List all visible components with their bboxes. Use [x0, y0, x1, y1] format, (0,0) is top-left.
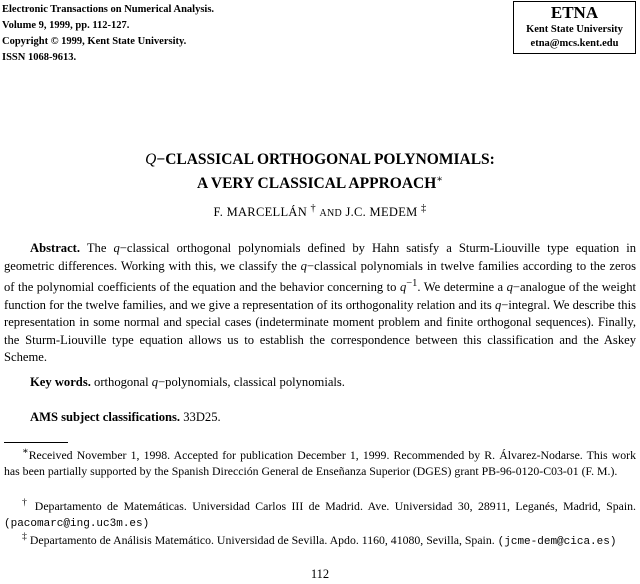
- footnote-mark: †: [22, 497, 30, 508]
- footnote-text: Received November 1, 1998. Accepted for publication December 1, 1999. Recommended by R. Álvarez-Nodarse. This work has been partially supported by the Spanish Dirección General de Enseñanza Superior (DGES) grant PB-96-0120-C03-01 (F. M.).: [4, 447, 636, 479]
- abstract-text: The: [86, 241, 107, 255]
- footnote-mark: ‡: [22, 531, 27, 542]
- footnote-affiliation-marcellan: [4, 495, 636, 533]
- authors: [0, 203, 640, 220]
- etna-university: Kent State University: [526, 24, 623, 35]
- abstract-text: −classical orthogonal polynomials defined by Hahn satisfy a Sturm-Liouville type equation in geometric differences. Working with this, we classify the: [4, 241, 637, 273]
- page-number: 112: [310, 567, 330, 581]
- abstract-text: −analogue of the weight function for the twelve families, and we give a representation of its orthogonality relation and its: [4, 280, 636, 312]
- journal-copyright: Copyright © 1999, Kent State University.: [2, 36, 187, 47]
- abstract-text: −integral. We describe this representation in some normal and special cases (indeterminate moment problem and finite orthogonal sequences). Finally, the Sturm-Liouville type equation allows us to establish the correspondence between this classification and the Askey Scheme.: [4, 297, 636, 365]
- abstract-text: . We determine a: [417, 280, 504, 295]
- author2-footnote-mark[interactable]: ‡: [421, 203, 427, 214]
- author1-footnote-mark[interactable]: †: [310, 203, 316, 214]
- paper-title: [0, 150, 640, 194]
- math-q: q: [399, 280, 407, 295]
- footnote-text: Departamento de Matemáticas. Universidad Carlos III de Madrid. Ave. Universidad 30, 28911, Leganés, Madrid, Spain.: [34, 498, 636, 513]
- and-word: AND: [319, 208, 343, 220]
- keywords-text: orthogonal: [94, 375, 149, 389]
- math-q: q: [151, 375, 159, 389]
- title-q: Q: [145, 151, 157, 168]
- footnote-affiliation-medem: [4, 529, 636, 550]
- footnote-mark: ∗: [22, 446, 29, 457]
- etna-title: ETNA: [550, 3, 599, 22]
- ams-classification: [4, 409, 636, 427]
- title-line2: A VERY CLASSICAL APPROACH: [196, 175, 437, 193]
- etna-email[interactable]: etna@mcs.kent.edu: [530, 38, 619, 49]
- math-q: q: [506, 280, 513, 295]
- etna-box: [513, 1, 636, 54]
- keywords-text: −polynomials, classical polynomials.: [158, 375, 345, 389]
- math-exponent: −1: [406, 278, 418, 289]
- math-q: q: [300, 258, 307, 273]
- journal-name: Electronic Transactions on Numerical Analysis.: [2, 4, 215, 15]
- footnote-text: Departamento de Análisis Matemático. Universidad de Sevilla. Apdo. 1160, 41080, Sevilla, Spain.: [29, 532, 495, 547]
- footnote-received: [4, 444, 636, 480]
- keywords-label: Key words.: [30, 375, 91, 389]
- abstract: [4, 240, 636, 367]
- email-link[interactable]: (jcme-dem@cica.es): [497, 535, 617, 548]
- journal-header: [2, 2, 214, 66]
- abstract-text: −classical polynomials in twelve families according to the zeros of the polynomial coefficients of the equation and the behavior concerning to: [4, 258, 636, 295]
- footnote-rule: [4, 442, 68, 443]
- email-link[interactable]: (pacomarc@ing.uc3m.es): [4, 518, 150, 531]
- math-q: q: [113, 241, 120, 255]
- ams-label: AMS subject classifications.: [30, 410, 181, 424]
- keywords: [4, 374, 636, 392]
- author-marcellan: F. MARCELLÁN: [213, 205, 308, 220]
- math-q: q: [494, 297, 502, 312]
- journal-issn: ISSN 1068-9613.: [2, 52, 77, 63]
- title-footnote-mark[interactable]: ∗: [436, 174, 444, 185]
- title-line1: −CLASSICAL ORTHOGONAL POLYNOMIALS:: [156, 151, 495, 168]
- abstract-label: Abstract.: [30, 241, 81, 255]
- journal-volume: Volume 9, 1999, pp. 112-127.: [2, 20, 130, 31]
- author-medem: J.C. MEDEM: [345, 205, 418, 220]
- ams-value: 33D25.: [183, 410, 221, 424]
